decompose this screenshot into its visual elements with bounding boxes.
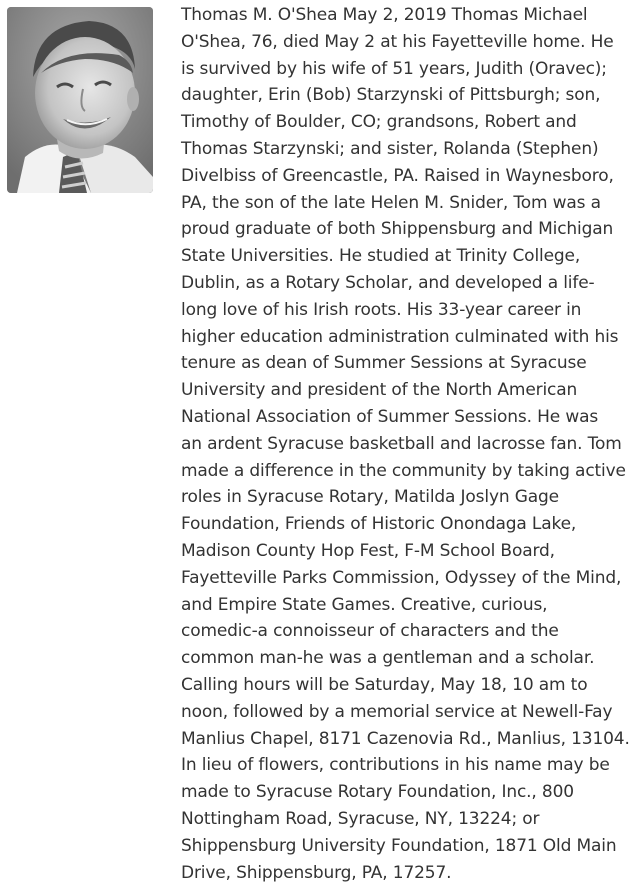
obituary-line: Thomas Starzynski; and sister, Rolanda (Stephen) <box>181 138 599 159</box>
obituary-line: comedic-a connoisseur of characters and the <box>181 621 559 642</box>
obituary-line: Thomas M. O'Shea May 2, 2019 Thomas Michael <box>181 5 588 25</box>
obituary-line: common man-he was a gentleman and a scholar. <box>181 648 595 669</box>
obituary-line: is survived by his wife of 51 years, Judith (Oravec); <box>181 58 607 79</box>
obituary-line: tenure as dean of Summer Sessions at Syracuse <box>181 353 587 374</box>
obituary-line: Calling hours will be Saturday, May 18, 10 am to <box>181 674 588 695</box>
obituary-line: Foundation, Friends of Historic Onondaga Lake, <box>181 514 577 535</box>
obituary-line: In lieu of flowers, contributions in his name may be <box>181 755 610 776</box>
obituary-line: University and president of the North American <box>181 380 578 401</box>
obituary-line: State Universities. He studied at Trinity College, <box>181 246 581 267</box>
obituary-line: noon, followed by a memorial service at Newell-Fay <box>181 701 613 722</box>
obituary-line: Timothy of Boulder, CO; grandsons, Robert and <box>181 112 577 133</box>
obituary-text <box>181 2 630 886</box>
portrait-photo-icon <box>7 7 153 193</box>
obituary-line: Manlius Chapel, 8171 Cazenovia Rd., Manlius, 13104. <box>181 728 630 749</box>
obituary-line: Madison County Hop Fest, F-M School Board, <box>181 540 555 561</box>
obituary-line: made to Syracuse Rotary Foundation, Inc., 800 <box>181 782 574 803</box>
obituary-line: roles in Syracuse Rotary, Matilda Joslyn Gage <box>181 487 559 508</box>
obituary-line: O'Shea, 76, died May 2 at his Fayetteville home. He <box>181 31 614 52</box>
obituary-line: Divelbiss of Greencastle, PA. Raised in Waynesboro, <box>181 165 614 186</box>
obituary-line: PA, the son of the late Helen M. Snider, Tom was a <box>181 192 601 213</box>
obituary-line: National Association of Summer Sessions. He was <box>181 406 599 427</box>
obituary-line: Dublin, as a Rotary Scholar, and developed a life- <box>181 272 595 293</box>
obituary-line: Nottingham Road, Syracuse, NY, 13224; or <box>181 808 540 829</box>
obituary-line: an ardent Syracuse basketball and lacrosse fan. Tom <box>181 433 622 454</box>
obituary-line: proud graduate of both Shippensburg and Michigan <box>181 219 614 240</box>
obituary-line: Drive, Shippensburg, PA, 17257. <box>181 862 452 883</box>
obituary-line: daughter, Erin (Bob) Starzynski of Pittsburgh; son, <box>181 85 601 106</box>
obituary-photo <box>7 7 153 193</box>
obituary-line: made a difference in the community by taking active <box>181 460 626 481</box>
obituary-line: higher education administration culminated with his <box>181 326 619 347</box>
obituary-line: and Empire State Games. Creative, curious, <box>181 594 548 615</box>
obituary-line: long love of his Irish roots. His 33-year career in <box>181 299 582 320</box>
obituary-line: Shippensburg University Foundation, 1871 Old Main <box>181 835 617 856</box>
obituary-line: Fayetteville Parks Commission, Odyssey of the Mind, <box>181 567 622 588</box>
